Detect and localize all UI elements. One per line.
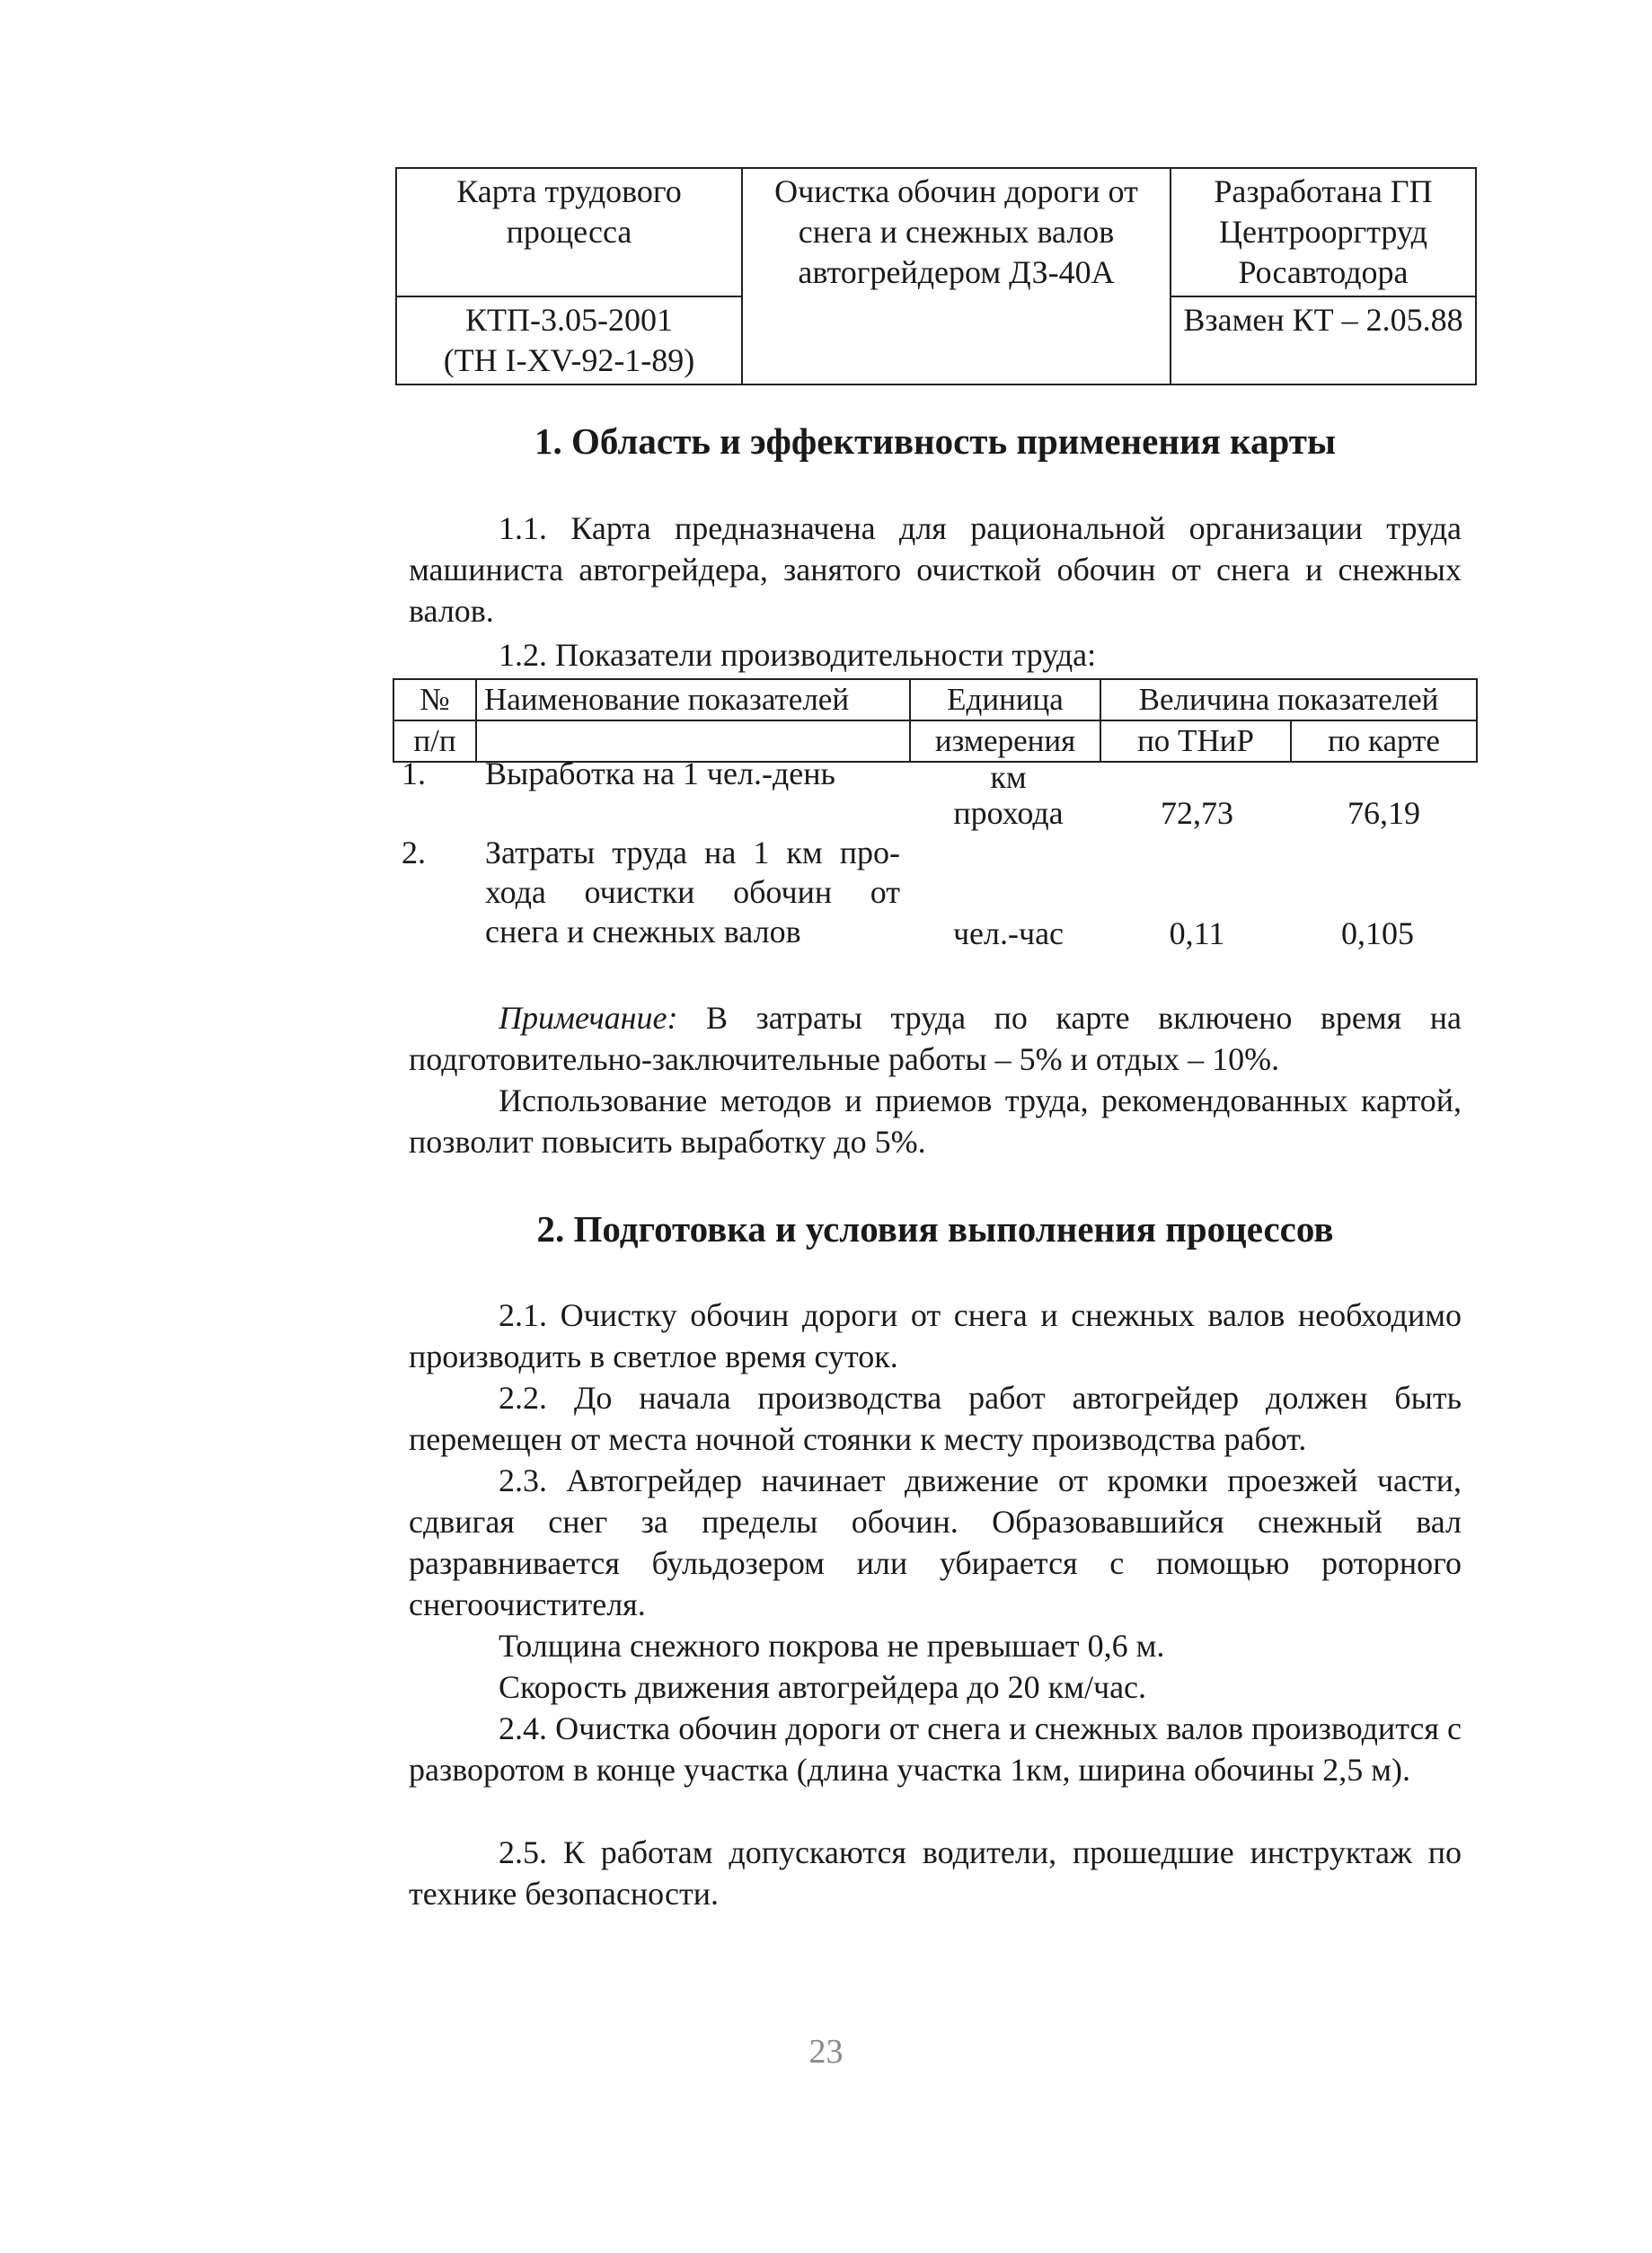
col-name: Наименование показателей bbox=[476, 679, 910, 720]
note-text: В затраты труда по карте включено время на подготовительно-заключительные работы – 5% и отдых – 10%. bbox=[409, 1000, 1462, 1077]
card-code: КТП-3.05-2001 bbox=[465, 302, 673, 338]
row1-tnir: 72,73 bbox=[1161, 795, 1233, 831]
col-tnir: по ТНиР bbox=[1100, 720, 1291, 762]
col-value: Величина показателей bbox=[1100, 679, 1477, 720]
row2-name-1: Затраты труда на 1 км про- bbox=[485, 835, 900, 870]
row2-card: 0,105 bbox=[1341, 915, 1414, 951]
section1-heading: 1. Область и эффективность применения карты bbox=[534, 420, 1336, 462]
para-2-3-thickness: Толщина снежного покрова не превышает 0,6 м. bbox=[499, 1628, 1165, 1664]
row2-tnir: 0,11 bbox=[1169, 915, 1225, 951]
col-no-2: п/п bbox=[393, 720, 476, 762]
col-no-1: № bbox=[393, 679, 476, 720]
para-1-2: 1.2. Показатели производительности труда: bbox=[499, 637, 1097, 673]
row2-name-2: хода очистки обочин от bbox=[485, 874, 900, 910]
note-label: Примечание: bbox=[499, 1000, 678, 1036]
para-2-5: 2.5. К работам допускаются водители, прошедшие инструктаж по технике безопасности. bbox=[409, 1834, 1462, 1912]
row1-name: Выработка на 1 чел.-день bbox=[485, 755, 835, 791]
indicators-table-header bbox=[393, 678, 1478, 763]
card-code-old: (ТН I-XV-92-1-89) bbox=[443, 342, 695, 378]
col-card: по карте bbox=[1291, 720, 1477, 762]
row2-no: 2. bbox=[402, 835, 426, 870]
para-1-1: 1.1. Карта предназначена для рациональной организации труда машиниста автогрейдера, занятого очисткой обочин от снега и снежных валов. bbox=[409, 510, 1462, 629]
row2-unit: чел.-час bbox=[952, 915, 1065, 951]
para-2-1: 2.1. Очистку обочин дороги от снега и снежных валов необходимо производить в светлое время суток. bbox=[409, 1297, 1462, 1374]
row1-card: 76,19 bbox=[1347, 795, 1420, 831]
row1-no: 1. bbox=[402, 755, 426, 791]
header-table bbox=[395, 167, 1477, 385]
row1-unit-1: км bbox=[990, 759, 1027, 795]
card-code-cell bbox=[396, 296, 742, 384]
para-1-3: Использование методов и приемов труда, рекомендованных картой, позволит повысить выработку до 5%. bbox=[409, 1082, 1462, 1160]
card-label: Карта трудового процесса bbox=[396, 168, 742, 296]
card-title: Очистка обочин дороги от снега и снежных валов автогрейдером ДЗ-40А bbox=[742, 168, 1171, 384]
para-2-3-speed: Скорость движения автогрейдера до 20 км/час. bbox=[499, 1669, 1147, 1705]
col-unit-2: измерения bbox=[910, 720, 1100, 762]
replaces: Взамен КТ – 2.05.88 bbox=[1171, 296, 1476, 384]
developer: Разработана ГП Центрооргтруд Росавтодора bbox=[1171, 168, 1476, 296]
para-2-3: 2.3. Автогрейдер начинает движение от кромки проезжей части, сдвигая снег за пределы обочин. Образовавшийся снежный вал разравнивается бульдозером или убирается с помощью роторного снегоочистителя. bbox=[409, 1462, 1462, 1622]
para-2-4: 2.4. Очистка обочин дороги от снега и снежных валов производится с разворотом в конце участка (длина участка 1км, ширина обочины 2,5 м). bbox=[409, 1710, 1462, 1788]
note bbox=[409, 997, 1462, 1080]
col-unit-1: Единица bbox=[910, 679, 1100, 720]
para-2-2: 2.2. До начала производства работ автогрейдер должен быть перемещен от места ночной стоянки к месту производства работ. bbox=[409, 1380, 1462, 1457]
row1-unit-2: прохода bbox=[953, 795, 1064, 831]
section2-heading: 2. Подготовка и условия выполнения процессов bbox=[536, 1208, 1334, 1250]
row2-name-3: снега и снежных валов bbox=[485, 914, 801, 950]
page-number: 23 bbox=[808, 2033, 844, 2071]
